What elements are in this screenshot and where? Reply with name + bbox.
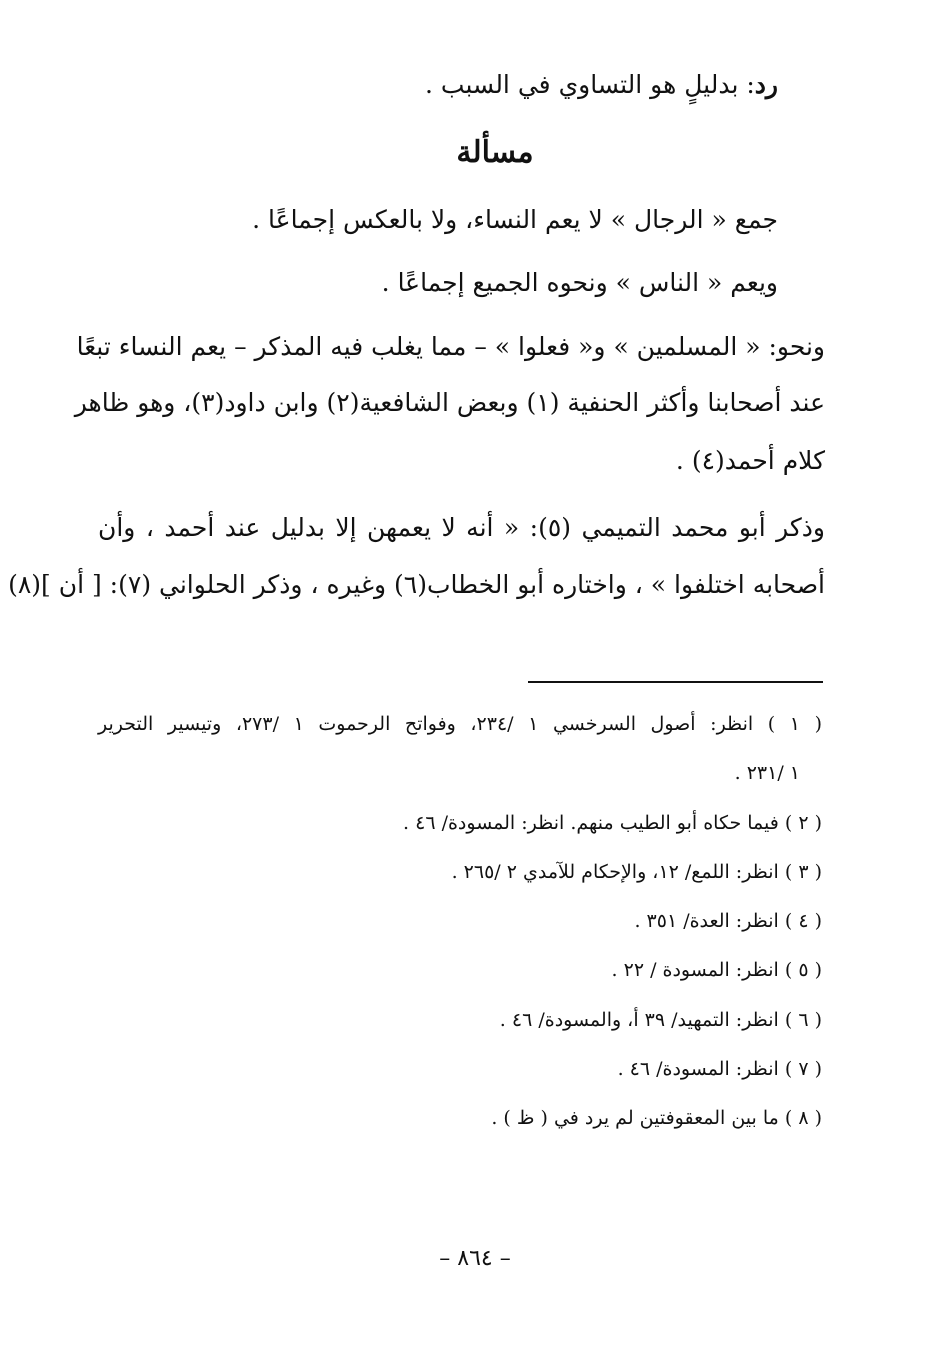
text-line-2: جمع « الرجال » لا يعم النساء، ولا بالعكس إجماعًا . (252, 205, 778, 234)
text-line-6: كلام أحمد(٤) . (675, 446, 825, 475)
footnote-3: ( ٣ ) انظر: اللمع/ ١٢، والإحكام للآمدي ٢ /٢٦٥ . (451, 861, 822, 883)
text-line-1 (425, 70, 778, 99)
text-line-7: وذكر أبو محمد التميمي (٥): « أنه لا يعمهن إلا بدليل عند أحمد ، وأن (98, 513, 825, 542)
footnote-1a: ( ١ ) انظر: أصول السرخسي ١ /٢٣٤، وفواتح الرحموت ١ /٢٧٣، وتيسير التحرير (98, 713, 822, 735)
page-number: – ٨٦٤ – (439, 1246, 511, 1271)
text-line-4: ونحو: « المسلمين » و« فعلوا » – مما يغلب فيه المذكر – يعم النساء تبعًا (76, 332, 825, 361)
section-title: مسألة (456, 135, 534, 170)
reply-label: رد (754, 70, 778, 99)
footnote-1b: ١ /٢٣١ . (734, 762, 800, 784)
footnote-divider (528, 681, 823, 683)
footnote-5: ( ٥ ) انظر: المسودة / ٢٢ . (611, 959, 822, 981)
text-line-3: ويعم « الناس » ونحوه الجميع إجماعًا . (381, 268, 778, 297)
text-line-5: عند أصحابنا وأكثر الحنفية (١) وبعض الشافعية(٢) وابن داود(٣)، وهو ظاهر (74, 388, 825, 417)
footnote-4: ( ٤ ) انظر: العدة/ ٣٥١ . (634, 910, 822, 932)
reply-text: : بدليلٍ هو التساوي في السبب . (425, 70, 755, 99)
footnote-8: ( ٨ ) ما بين المعقوفتين لم يرد في ( ظ ) . (491, 1107, 822, 1129)
footnote-6: ( ٦ ) انظر: التمهيد/ ٣٩ أ، والمسودة/ ٤٦ . (499, 1009, 822, 1031)
text-line-8: أصحابه اختلفوا » ، واختاره أبو الخطاب(٦) وغيره ، وذكر الحلواني (٧): [ أن ](٨) (8, 570, 825, 599)
footnote-2: ( ٢ ) فيما حكاه أبو الطيب منهم. انظر: المسودة/ ٤٦ . (403, 812, 822, 834)
footnote-7: ( ٧ ) انظر: المسودة/ ٤٦ . (617, 1058, 822, 1080)
